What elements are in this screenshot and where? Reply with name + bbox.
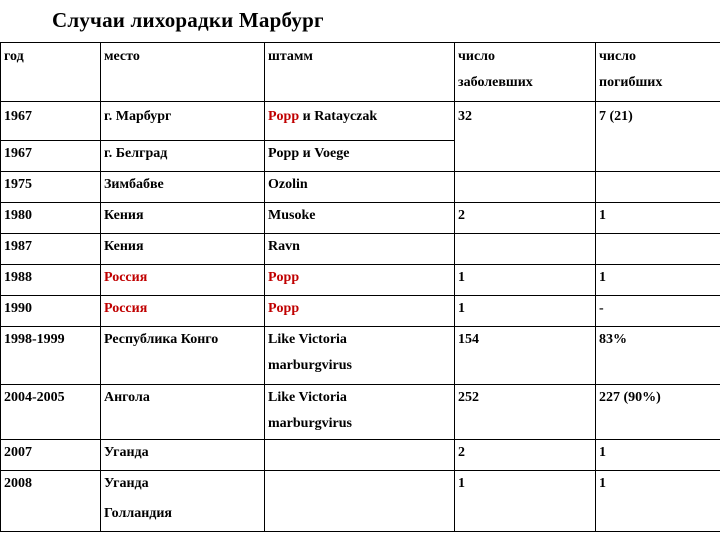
cell-strain: Popp [265, 265, 455, 296]
cell-place: Ангола [101, 385, 265, 440]
table-row [1, 440, 720, 471]
table-row [1, 203, 720, 234]
cell-cases: 32 [455, 102, 596, 172]
header-cases [455, 43, 596, 102]
cell-strain [265, 385, 455, 440]
header-year: год [1, 43, 101, 102]
cell-cases: 1 [455, 471, 596, 532]
strain-line2: marburgvirus [268, 358, 352, 373]
header-strain: штамм [265, 43, 455, 102]
cell-strain: Popp и Voege [265, 141, 455, 172]
cell-year: 1990 [1, 296, 101, 327]
table-row [1, 172, 720, 203]
cell-year: 2008 [1, 471, 101, 532]
cell-place [101, 471, 265, 532]
cell-deaths: 1 [596, 203, 720, 234]
marburg-cases-table [0, 42, 720, 532]
cell-cases: 1 [455, 296, 596, 327]
cell-year: 1980 [1, 203, 101, 234]
cell-strain: Ozolin [265, 172, 455, 203]
cell-place: Кения [101, 203, 265, 234]
table-row [1, 471, 720, 532]
table-row [1, 102, 720, 141]
table-row [1, 265, 720, 296]
cell-place: Республика Конго [101, 327, 265, 385]
cell-year: 2007 [1, 440, 101, 471]
place-line2: Голландия [104, 506, 172, 521]
header-deaths-line2: погибших [599, 75, 663, 90]
header-cases-line1: число [458, 49, 496, 64]
cell-cases: 252 [455, 385, 596, 440]
cell-place: Россия [101, 265, 265, 296]
cell-deaths [596, 172, 720, 203]
cell-year: 1998-1999 [1, 327, 101, 385]
cell-place: Россия [101, 296, 265, 327]
strain-rest: и Ratayczak [299, 109, 378, 124]
strain-line1: Like Victoria [268, 390, 347, 405]
cell-deaths: 7 (21) [596, 102, 720, 172]
cell-cases: 2 [455, 203, 596, 234]
cell-deaths: 1 [596, 440, 720, 471]
header-deaths-line1: число [599, 49, 637, 64]
cell-place: Кения [101, 234, 265, 265]
table-row [1, 234, 720, 265]
cell-strain: Musoke [265, 203, 455, 234]
cell-deaths: 1 [596, 265, 720, 296]
table-row [1, 385, 720, 440]
header-cases-line2: заболевших [458, 75, 533, 90]
cell-year: 1988 [1, 265, 101, 296]
cell-place: Зимбабве [101, 172, 265, 203]
strain-line2: marburgvirus [268, 416, 352, 431]
table-row [1, 327, 720, 385]
cell-strain: Popp [265, 296, 455, 327]
page-title: Случаи лихорадки Марбург [52, 8, 324, 32]
strain-highlight: Popp [268, 109, 300, 124]
cell-deaths: 1 [596, 471, 720, 532]
cell-cases [455, 172, 596, 203]
cell-strain [265, 440, 455, 471]
cell-place: г. Белград [101, 141, 265, 172]
cell-year: 1975 [1, 172, 101, 203]
cell-strain [265, 102, 455, 141]
cell-cases [455, 234, 596, 265]
place-line1: Уганда [104, 476, 149, 491]
cell-cases: 2 [455, 440, 596, 471]
header-deaths [596, 43, 720, 102]
cell-strain [265, 471, 455, 532]
cell-cases: 154 [455, 327, 596, 385]
cell-strain [265, 327, 455, 385]
cell-year: 1967 [1, 141, 101, 172]
cell-strain: Ravn [265, 234, 455, 265]
cell-deaths: 227 (90%) [596, 385, 720, 440]
cell-deaths: - [596, 296, 720, 327]
cell-year: 2004-2005 [1, 385, 101, 440]
cell-deaths: 83% [596, 327, 720, 385]
header-place: место [101, 43, 265, 102]
cell-place: г. Марбург [101, 102, 265, 141]
cell-place: Уганда [101, 440, 265, 471]
cell-year: 1967 [1, 102, 101, 141]
strain-line1: Like Victoria [268, 332, 347, 347]
cell-cases: 1 [455, 265, 596, 296]
cell-deaths [596, 234, 720, 265]
table-row [1, 296, 720, 327]
cell-year: 1987 [1, 234, 101, 265]
table-header-row [1, 43, 720, 102]
